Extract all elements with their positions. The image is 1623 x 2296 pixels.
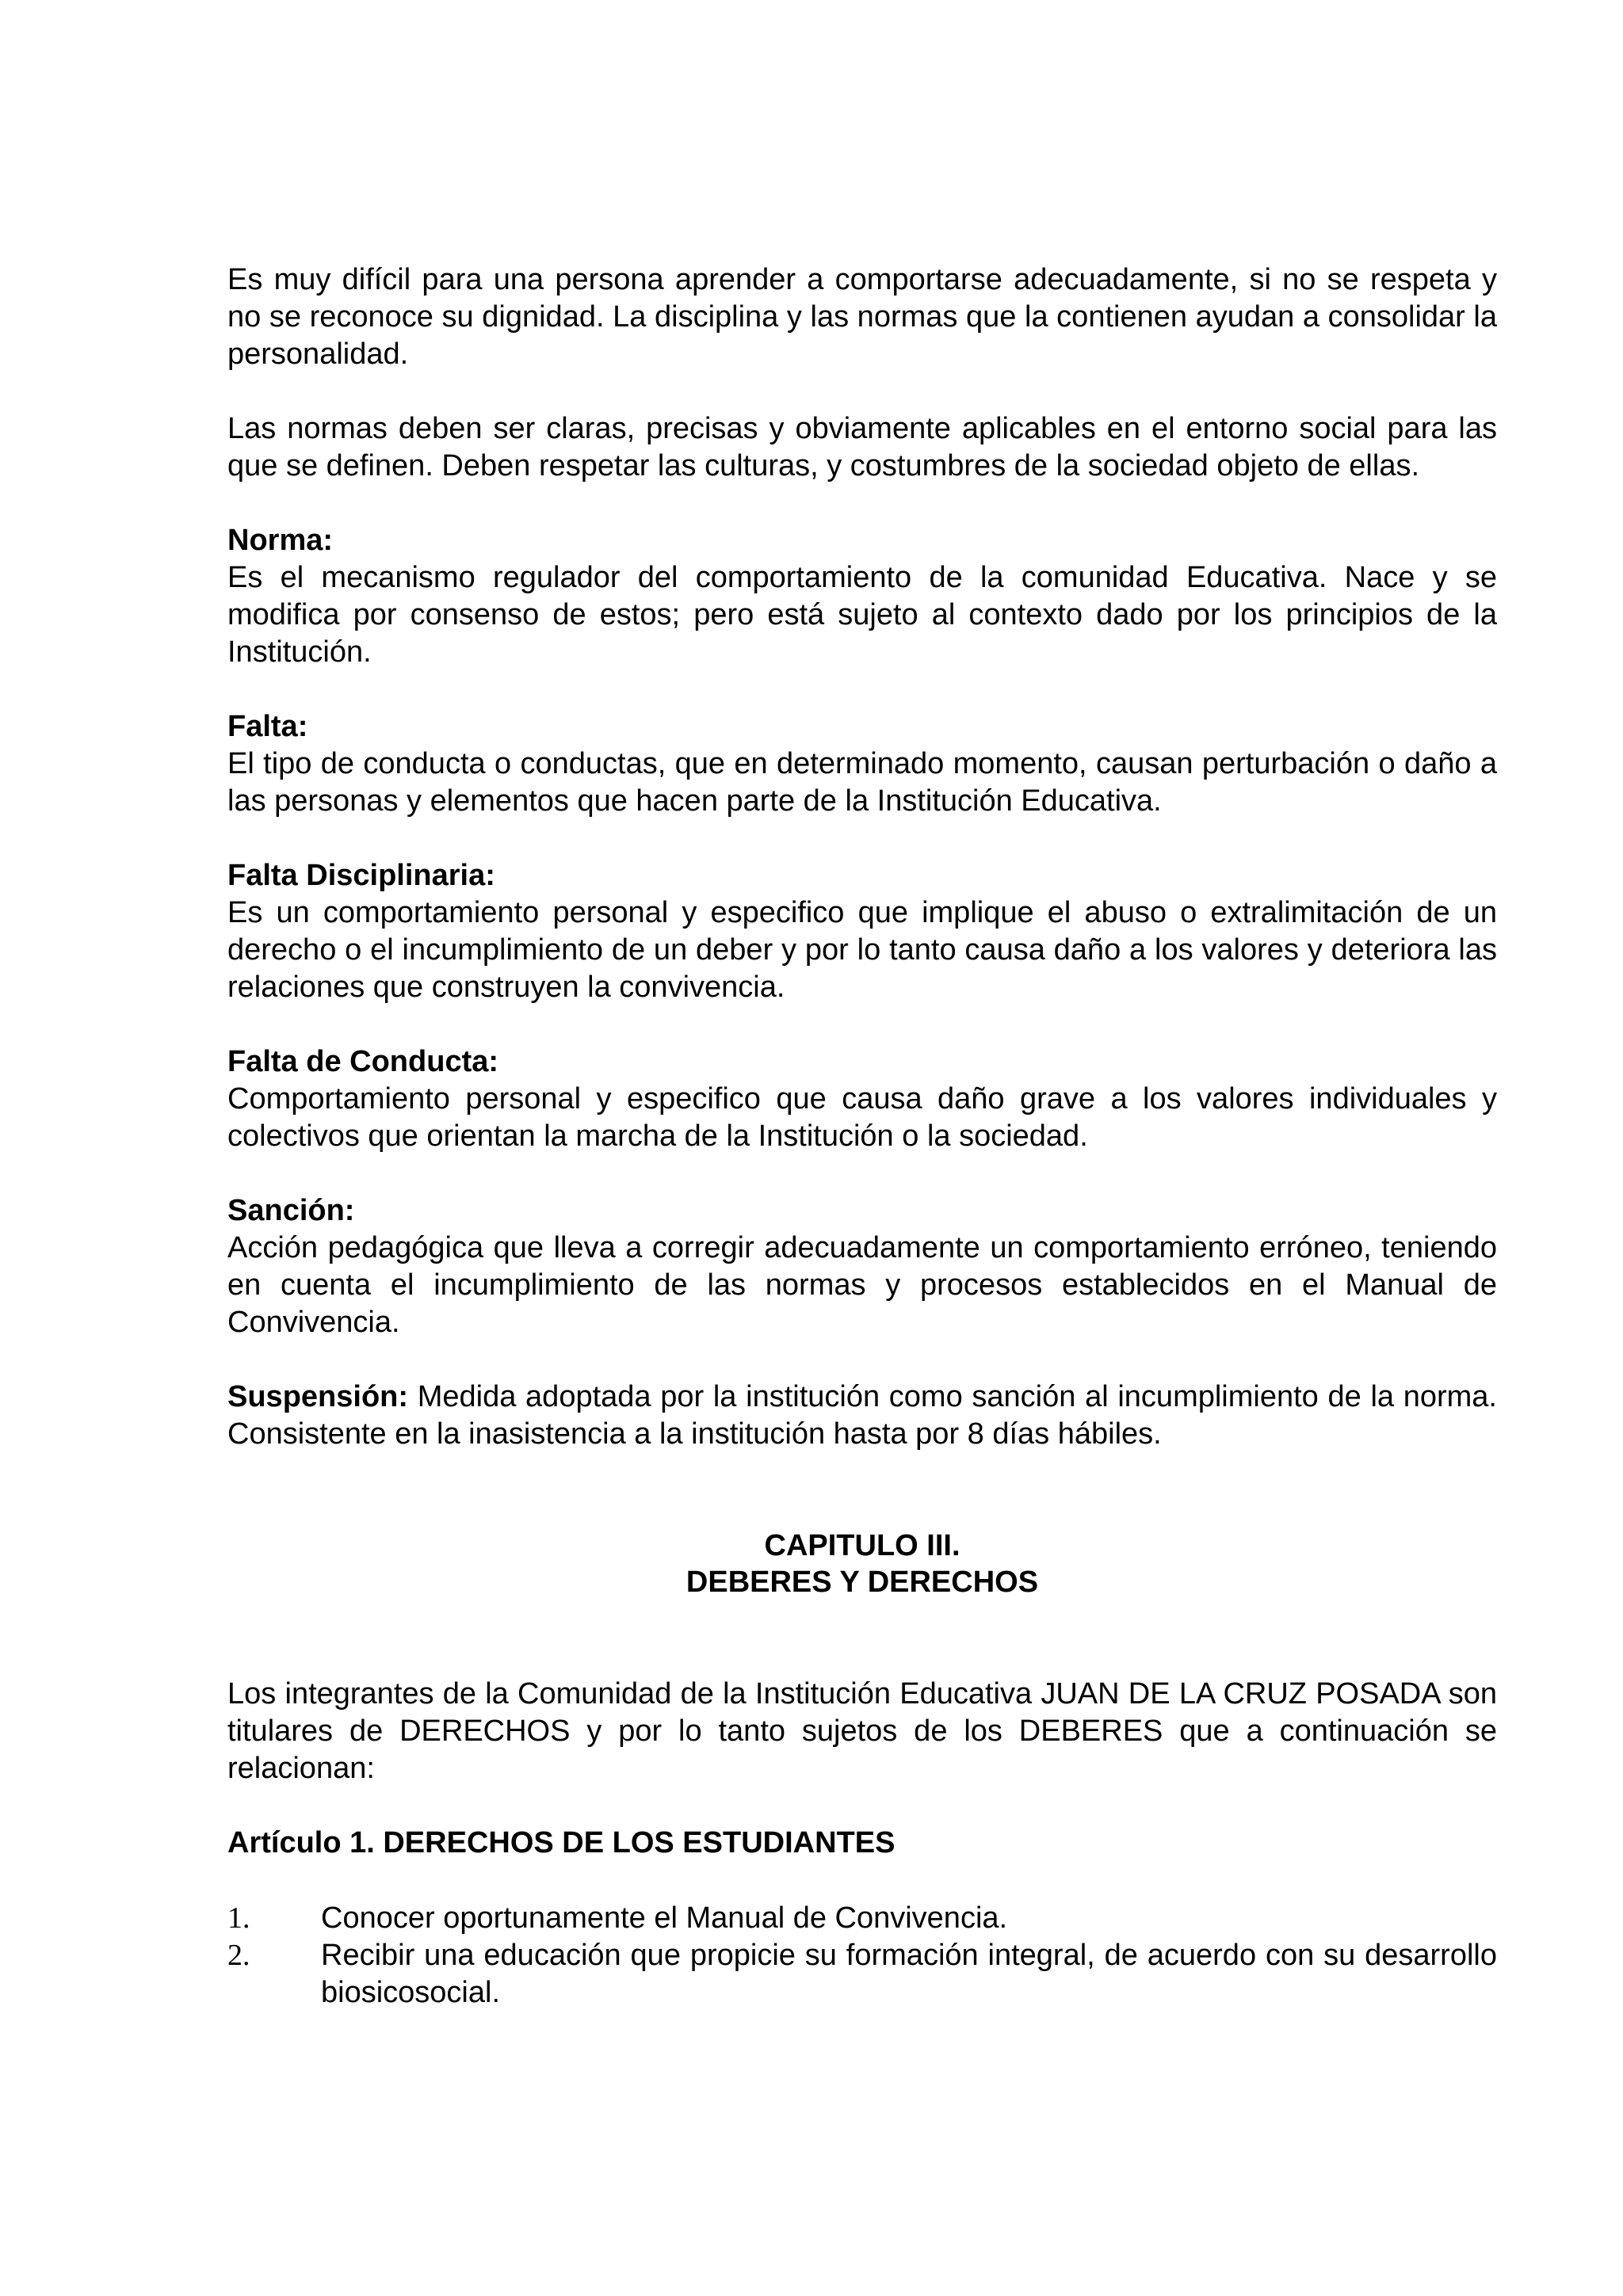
list-item-text: Recibir una educación que propicie su formación integral, de acuerdo con su desarrollo biosicosocial.	[321, 1939, 1497, 2009]
rights-list	[227, 1900, 1497, 2012]
chapter-title: DEBERES Y DERECHOS	[685, 1566, 1039, 1599]
definition-suspension	[227, 1379, 1497, 1453]
definition-text: Medida adoptada por la institución como sanción al incumplimiento de la norma. Consistente en la inasistencia a la institución hasta por 8 días hábiles.	[227, 1380, 1497, 1451]
definition-norma	[227, 522, 1497, 671]
definition-text: Es un comportamiento personal y especifico que implique el abuso o extralimitación de un derecho o el incumplimiento de un deber y por lo tanto causa daño a los valores y deteriora las relaciones que construyen la convivencia.	[227, 896, 1497, 1004]
definition-term: Falta:	[227, 710, 308, 743]
intro-paragraph-1: Es muy difícil para una persona aprender a comportarse adecuadamente, si no se respeta y no se reconoce su dignidad. La disciplina y las normas que la contienen ayudan a consolidar la personalidad.	[227, 263, 1497, 371]
definition-term: Falta de Conducta:	[227, 1045, 499, 1078]
list-item-number: 1.	[227, 1901, 250, 1935]
definition-falta	[227, 708, 1497, 820]
definition-term: Suspensión:	[227, 1380, 409, 1413]
definition-falta-disciplinaria	[227, 857, 1497, 1006]
chapter-heading	[227, 1527, 1497, 1600]
definition-text: Comportamiento personal y especifico que causa daño grave a los valores individuales y colectivos que orientan la marcha de la Institución o la sociedad.	[227, 1082, 1497, 1153]
definition-text: Acción pedagógica que lleva a corregir adecuadamente un comportamiento erróneo, teniendo en cuenta el incumplimiento de las normas y procesos establecidos en el Manual de Convivencia.	[227, 1231, 1497, 1339]
article-title: Artículo 1. DERECHOS DE LOS ESTUDIANTES	[227, 1826, 896, 1859]
definition-term: Falta Disciplinaria:	[227, 859, 495, 892]
definition-text: Es el mecanismo regulador del comportamiento de la comunidad Educativa. Nace y se modifica por consenso de estos; pero está sujeto al contexto dado por los principios de la Institución.	[227, 561, 1497, 669]
list-item	[227, 1900, 1497, 1937]
definition-falta-de-conducta	[227, 1043, 1497, 1155]
chapter-intro-paragraph: Los integrantes de la Comunidad de la Institución Educativa JUAN DE LA CRUZ POSADA son titulares de DERECHOS y por lo tanto sujetos de los DEBERES que a continuación se relacionan:	[227, 1677, 1497, 1785]
definition-term: Sanción:	[227, 1194, 355, 1227]
list-item-text: Conocer oportunamente el Manual de Convivencia.	[321, 1901, 1008, 1935]
definition-text: El tipo de conducta o conductas, que en determinado momento, causan perturbación o daño a las personas y elementos que hacen parte de la Institución Educativa.	[227, 747, 1497, 818]
list-item	[227, 1937, 1497, 2012]
definition-sancion	[227, 1192, 1497, 1341]
definition-term: Norma:	[227, 524, 334, 557]
list-item-number: 2.	[227, 1939, 250, 1972]
intro-paragraph-2: Las normas deben ser claras, precisas y obviamente aplicables en el entorno social para las que se definen. Deben respetar las culturas, y costumbres de la sociedad objeto de ellas.	[227, 412, 1497, 482]
document-page	[227, 261, 1497, 2012]
chapter-number: CAPITULO III.	[764, 1529, 960, 1562]
